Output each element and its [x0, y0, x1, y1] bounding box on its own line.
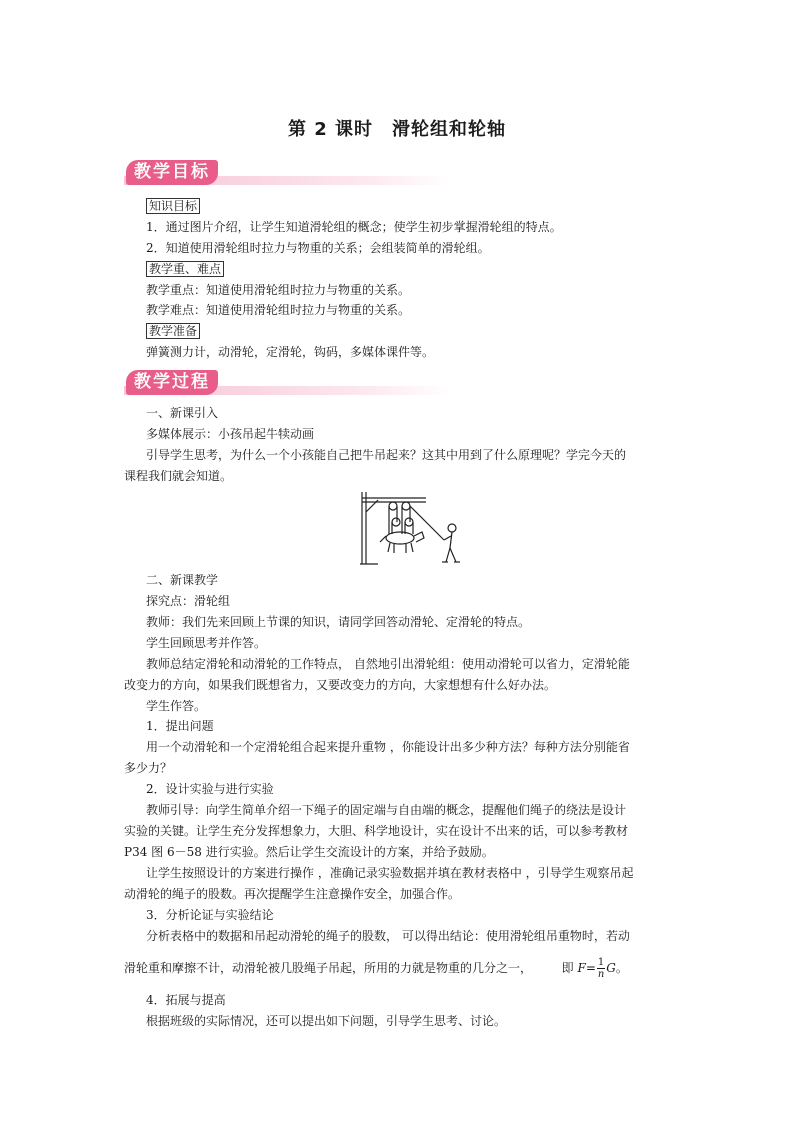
keypoints-label: 教学重、难点 — [146, 261, 224, 277]
paragraph: 根据班级的实际情况，还可以提出如下问题，引导学生思考、讨论。 — [146, 1014, 507, 1028]
formula-eq: = — [585, 961, 596, 975]
paragraph: P34 图 6－58 进行实验。然后让学生交流设计的方案，并给予鼓励。 — [124, 845, 494, 859]
paragraph: 一、新课引入 — [146, 406, 219, 420]
paragraph: 多媒体展示：小孩吊起牛犊动画 — [146, 427, 315, 441]
paragraph: 学生作答。 — [146, 699, 207, 713]
formula-lhs: F — [577, 961, 586, 975]
paragraph: 动滑轮的绳子的股数。再次提醒学生注意操作安全，加强合作。 — [124, 887, 461, 901]
paragraph: 二、新课教学 — [146, 573, 219, 587]
paragraph: 学生回顾思考并作答。 — [146, 636, 267, 650]
banner-label: 教学目标 — [126, 160, 218, 185]
paragraph: 教师总结定滑轮和动滑轮的工作特点， 自然地引出滑轮组：使用动滑轮可以省力，定滑轮能 — [146, 657, 630, 671]
banner-label: 教学过程 — [126, 370, 218, 395]
paragraph: 让学生按照设计的方案进行操作 ，准确记录实验数据并填在教材表格中 ，引导学生观察吊起 — [146, 866, 634, 880]
formula-denominator: n — [597, 969, 605, 980]
paragraph: 课程我们就会知道。 — [124, 469, 233, 483]
formula-end: 。 — [615, 961, 628, 975]
paragraph: 实验的关键。让学生充分发挥想象力，大胆、科学地设计，实在设计不出来的话，可以参考教材 — [124, 824, 629, 838]
formula-fraction — [597, 957, 605, 980]
formula-rhs: G — [606, 961, 616, 975]
preparation-text: 弹簧测力计，动滑轮，定滑轮，钩码，多媒体课件等。 — [146, 345, 435, 359]
paragraph: 教师引导：向学生简单介绍一下绳子的固定端与自由端的概念，提醒他们绳子的绕法是设计 — [146, 803, 627, 817]
goal-1: 1．通过图片介绍，让学生知道滑轮组的概念；使学生初步掌握滑轮组的特点。 — [146, 220, 562, 234]
paragraph-text: 滑轮重和摩擦不计，动滑轮被几股绳子吊起，所用的力就是物重的几分之一， — [124, 961, 533, 975]
section-banner-process — [124, 370, 450, 396]
paragraph: 教师：我们先来回顾上节课的知识，请同学回答动滑轮、定滑轮的特点。 — [146, 615, 531, 629]
heading-step-1: 1．提出问题 — [146, 719, 214, 733]
paragraph: 改变力的方向，如果我们既想省力，又要改变力的方向，大家想想有什么好办法。 — [124, 678, 557, 692]
page-title: 第 2 课时 滑轮组和轮轴 — [287, 119, 507, 140]
paragraph: 多少力？ — [124, 761, 173, 775]
formula — [578, 957, 616, 980]
knowledge-goals-label: 知识目标 — [146, 198, 200, 214]
heading-step-4: 4．拓展与提高 — [146, 993, 226, 1007]
goal-2: 2．知道使用滑轮组时拉力与物重的关系；会组装简单的滑轮组。 — [146, 241, 490, 255]
preparation-label: 教学准备 — [146, 323, 200, 339]
paragraph-with-formula — [124, 957, 628, 980]
heading-step-2: 2．设计实验与进行实验 — [146, 782, 274, 796]
paragraph: 探究点：滑轮组 — [146, 594, 231, 608]
difficult-point: 教学难点：知道使用滑轮组时拉力与物重的关系。 — [146, 303, 411, 317]
section-banner-goals — [124, 160, 450, 186]
key-point: 教学重点：知道使用滑轮组时拉力与物重的关系。 — [146, 283, 411, 297]
heading-step-3: 3．分析论证与实验结论 — [146, 908, 274, 922]
paragraph: 用一个动滑轮和一个定滑轮组合起来提升重物 ，你能设计出多少种方法？每种方法分别能省 — [146, 740, 630, 754]
pulley-calf-illustration — [358, 490, 464, 566]
formula-prefix: 即 — [561, 961, 574, 975]
paragraph: 分析表格中的数据和吊起动滑轮的绳子的股数， 可以得出结论：使用滑轮组吊重物时，若动 — [146, 929, 630, 943]
paragraph: 引导学生思考，为什么一个小孩能自己把牛吊起来？这其中用到了什么原理呢？学完今天的 — [146, 448, 627, 462]
formula-numerator: 1 — [597, 957, 605, 968]
